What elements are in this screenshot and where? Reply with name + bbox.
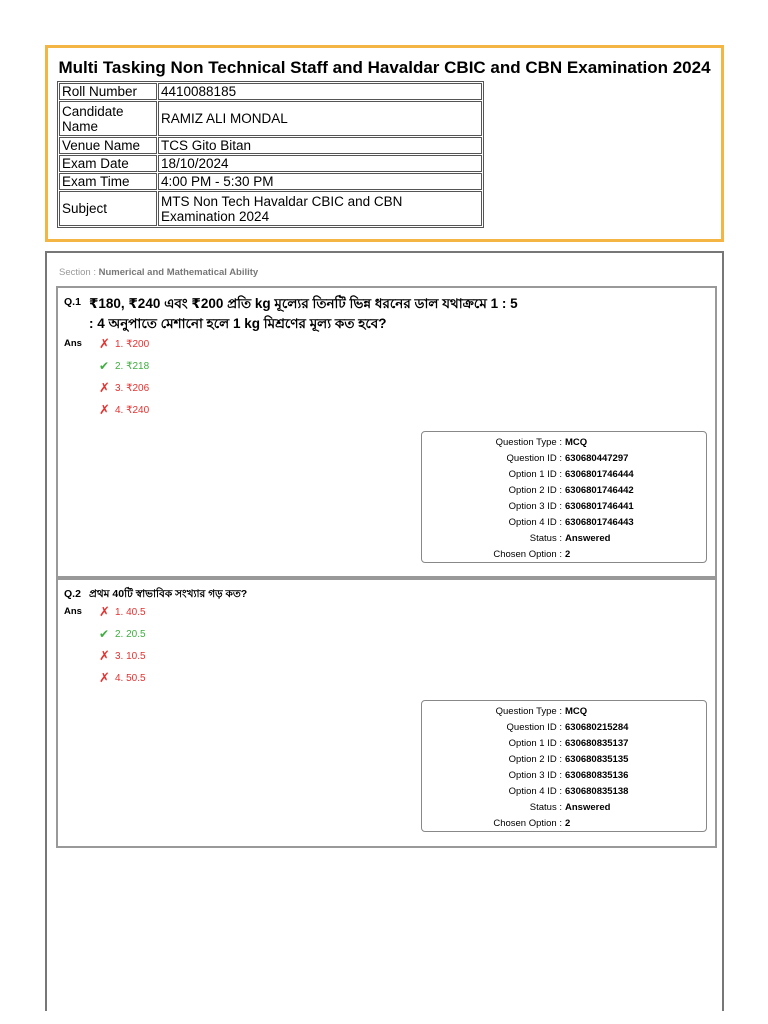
- info-label: Exam Time: [59, 173, 157, 190]
- exam-title: Multi Tasking Non Technical Staff and Havaldar CBIC and CBN Examination 2024: [58, 58, 711, 77]
- cross-icon: ✗: [99, 670, 110, 685]
- option-text: 1. ₹200: [115, 338, 150, 350]
- question-number: Q.2: [64, 588, 81, 600]
- option-text: 2. ₹218: [115, 360, 150, 372]
- info-value: 4410088185: [158, 83, 482, 100]
- meta-question-type: MCQ: [565, 437, 588, 448]
- info-value: TCS Gito Bitan: [158, 137, 482, 154]
- meta-status: Answered: [565, 533, 611, 544]
- meta-label: Option 3 ID :: [508, 501, 562, 512]
- info-label: Roll Number: [59, 83, 157, 100]
- option-text: 1. 40.5: [115, 606, 146, 618]
- meta-label: Question ID :: [506, 722, 562, 733]
- info-row: [59, 155, 482, 172]
- response-sheet: [45, 251, 724, 1011]
- meta-label: Question ID :: [506, 453, 562, 464]
- option-1: [99, 338, 149, 350]
- info-label: Subject: [59, 191, 157, 226]
- meta-option4-id: 6306801746443: [565, 517, 634, 528]
- section-prefix: Section :: [59, 267, 96, 278]
- meta-option1-id: 6306801746444: [565, 469, 634, 480]
- option-text: 4. ₹240: [115, 404, 150, 416]
- option-text: 2. 20.5: [115, 628, 146, 640]
- option-3: [99, 382, 149, 394]
- meta-label: Option 4 ID :: [508, 786, 562, 797]
- option-text: 3. ₹206: [115, 382, 150, 394]
- meta-option2-id: 630680835135: [565, 754, 629, 765]
- question-text: প্রথম 40টি স্বাভাবিক সংখ্যার গড় কত?: [89, 588, 248, 600]
- meta-label: Chosen Option :: [493, 549, 562, 560]
- section-label: [59, 267, 258, 278]
- question-panel-2: [56, 578, 717, 848]
- info-value: 18/10/2024: [158, 155, 482, 172]
- meta-option4-id: 630680835138: [565, 786, 629, 797]
- meta-label: Option 1 ID :: [508, 738, 562, 749]
- meta-chosen-option: 2: [565, 549, 571, 560]
- meta-option3-id: 6306801746441: [565, 501, 634, 512]
- cross-icon: ✗: [99, 380, 110, 395]
- info-row: [59, 101, 482, 136]
- meta-question-id: 630680447297: [565, 453, 629, 464]
- option-text: 4. 50.5: [115, 672, 146, 684]
- meta-question-id: 630680215284: [565, 722, 629, 733]
- meta-label: Option 4 ID :: [508, 517, 562, 528]
- exam-header: [45, 45, 724, 242]
- option-text: 3. 10.5: [115, 650, 146, 662]
- info-label: Exam Date: [59, 155, 157, 172]
- meta-chosen-option: 2: [565, 818, 571, 829]
- option-4: [99, 672, 146, 684]
- meta-status: Answered: [565, 802, 611, 813]
- info-label: Candidate Name: [59, 101, 157, 136]
- check-icon: ✔: [99, 627, 110, 641]
- meta-option1-id: 630680835137: [565, 738, 629, 749]
- meta-question-type: MCQ: [565, 706, 588, 717]
- question-panel-1: [56, 286, 717, 578]
- meta-label: Question Type :: [495, 706, 562, 717]
- question-meta-box: [421, 431, 707, 563]
- meta-label: Status :: [529, 802, 562, 813]
- info-row: [59, 191, 482, 226]
- meta-label: Chosen Option :: [493, 818, 562, 829]
- meta-label: Option 2 ID :: [508, 485, 562, 496]
- meta-label: Option 3 ID :: [508, 770, 562, 781]
- option-2: [99, 628, 146, 640]
- question-meta-box: [421, 700, 707, 832]
- option-1: [99, 606, 146, 618]
- cross-icon: ✗: [99, 604, 110, 619]
- check-icon: ✔: [99, 359, 110, 373]
- info-row: [59, 173, 482, 190]
- option-3: [99, 650, 146, 662]
- meta-option2-id: 6306801746442: [565, 485, 634, 496]
- info-value: 4:00 PM - 5:30 PM: [158, 173, 482, 190]
- option-2: [99, 360, 149, 372]
- info-value: MTS Non Tech Havaldar CBIC and CBN Examination 2024: [158, 191, 482, 226]
- meta-label: Option 2 ID :: [508, 754, 562, 765]
- answer-label: Ans: [64, 606, 82, 617]
- answer-label: Ans: [64, 338, 82, 349]
- meta-option3-id: 630680835136: [565, 770, 629, 781]
- meta-label: Question Type :: [495, 437, 562, 448]
- section-name: Numerical and Mathematical Ability: [98, 267, 259, 278]
- info-label: Venue Name: [59, 137, 157, 154]
- cross-icon: ✗: [99, 336, 110, 351]
- question-number: Q.1: [64, 296, 81, 308]
- info-value: RAMIZ ALI MONDAL: [158, 101, 482, 136]
- meta-label: Status :: [529, 533, 562, 544]
- info-row: [59, 137, 482, 154]
- info-row: [59, 83, 482, 100]
- cross-icon: ✗: [99, 648, 110, 663]
- question-text: ₹180, ₹240 এবং ₹200 প্রতি kg মূল্যের তিনটি ভিন্ন ধরনের ডাল যথাক্রমে 1 : 5 : 4 অনুপাতে মেশানো হলে 1 kg মিশ্রণের মূল্য কত হবে?: [89, 296, 518, 331]
- option-4: [99, 404, 149, 416]
- meta-label: Option 1 ID :: [508, 469, 562, 480]
- cross-icon: ✗: [99, 402, 110, 417]
- candidate-info-table: [57, 81, 484, 228]
